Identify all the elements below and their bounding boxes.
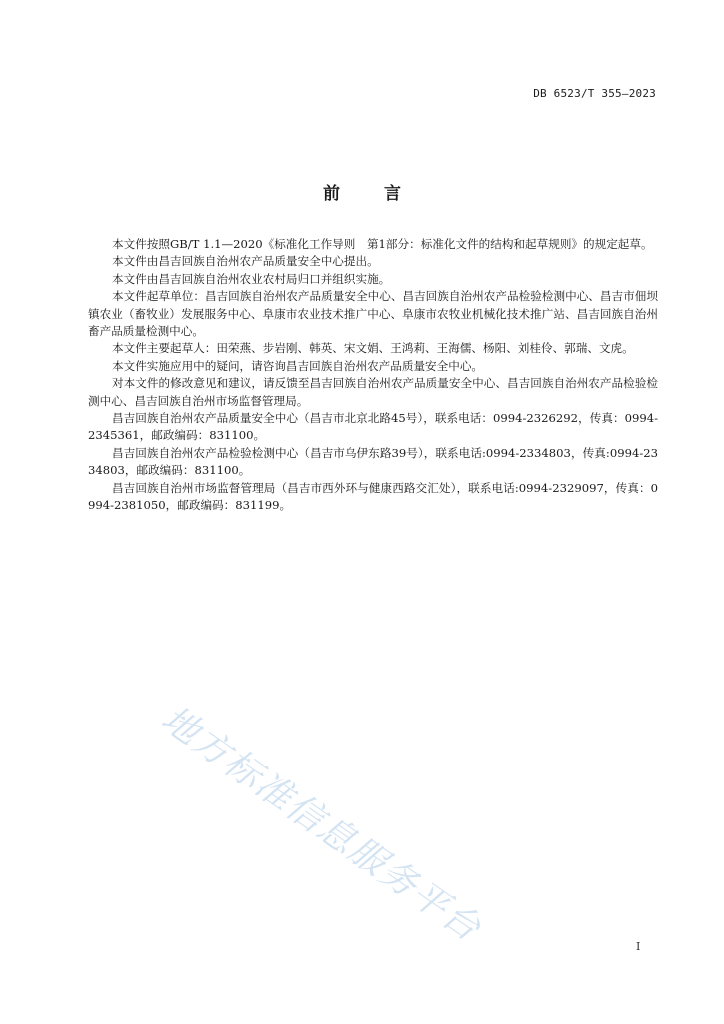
document-code: DB 6523/T 355—2023 [533,87,656,100]
paragraph-proposer: 本文件由昌吉回族自治州农产品质量安全中心提出。 [112,254,379,269]
title-char-1: 前 [323,184,340,204]
page-title [0,179,724,204]
paragraph-inquiries: 本文件实施应用中的疑问，请咨询昌吉回族自治州农产品质量安全中心。 [112,358,484,373]
paragraph-contact-market-bureau: 昌吉回族自治州市场监督管理局（昌吉市西外环与健康西路交汇处），联系电话:0994-2329097，传真：0994-2381050，邮政编码：831199。 [88,480,658,513]
paragraph-feedback: 对本文件的修改意见和建议，请反馈至昌吉回族自治州农产品质量安全中心、昌吉回族自治州农产品检验检测中心、昌吉回族自治州市场监督管理局。 [88,376,658,408]
page-number: I [636,940,641,953]
paragraph-contact-quality-center: 昌吉回族自治州农产品质量安全中心（昌吉市北京北路45号），联系电话：0994-2326292，传真：0994-2345361，邮政编码：831100。 [88,411,658,443]
paragraph-contact-testing-center: 昌吉回族自治州农产品检验检测中心（昌吉市乌伊东路39号），联系电话:0994-2334803，传真:0994-2334803，邮政编码：831100。 [88,445,658,478]
foreword-body [88,236,658,515]
paragraph-drafters: 本文件主要起草人：田荣燕、步岩刚、韩英、宋文娟、王鸿莉、王海儒、杨阳、刘桂伶、郭瑞、文虎。 [112,341,634,356]
paragraph-administrator: 本文件由昌吉回族自治州农业农村局归口并组织实施。 [112,271,391,286]
paragraph-drafting-units: 本文件起草单位：昌吉回族自治州农产品质量安全中心、昌吉回族自治州农产品检验检测中心、昌吉市佃坝镇农业（畜牧业）发展服务中心、阜康市农业技术推广中心、阜康市农牧业机械化技术推广站、昌吉回族自治州畜产品质量检测中心。 [88,289,658,339]
paragraph-drafting-standard: 本文件按照GB/T 1.1—2020《标准化工作导则 第1部分：标准化文件的结构和起草规则》的规定起草。 [112,237,653,251]
title-char-2: 言 [384,184,401,204]
watermark: 地方标准信息服务平台 [153,698,489,951]
